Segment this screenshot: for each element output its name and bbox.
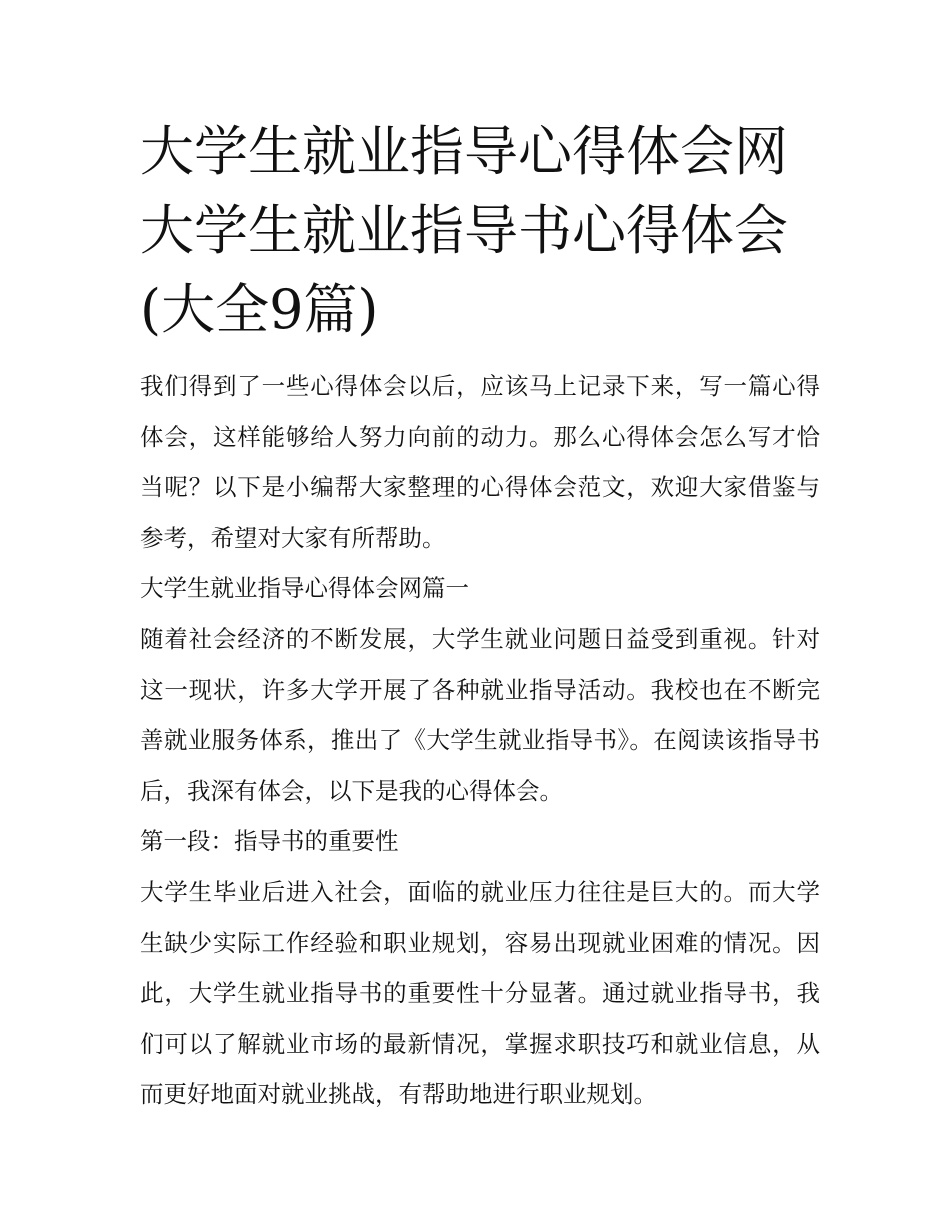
document-title: 大学生就业指导心得体会网 大学生就业指导书心得体会(大全9篇)	[140, 120, 788, 341]
intro-paragraph: 我们得到了一些心得体会以后，应该马上记录下来，写一篇心得体会，这样能够给人努力向前的动力。那么心得体会怎么写才恰当呢？以下是小编帮大家整理的心得体会范文，欢迎大家借鉴与参考，希望对大家有所帮助。	[140, 372, 820, 552]
document-body	[140, 361, 820, 1120]
sub-heading: 第一段：指导书的重要性	[140, 827, 399, 856]
document-content	[140, 112, 820, 1120]
section-heading: 大学生就业指导心得体会网篇一	[140, 574, 469, 603]
section-paragraph-2: 大学生毕业后进入社会，面临的就业压力往往是巨大的。而大学生缺少实际工作经验和职业规划，容易出现就业困难的情况。因此，大学生就业指导书的重要性十分显著。通过就业指导书，我们可以了解就业市场的最新情况，掌握求职技巧和就业信息，从而更好地面对就业挑战，有帮助地进行职业规划。	[140, 877, 820, 1109]
section-paragraph-1: 随着社会经济的不断发展，大学生就业问题日益受到重视。针对这一现状，许多大学开展了各种就业指导活动。我校也在不断完善就业服务体系，推出了《大学生就业指导书》。在阅读该指导书后，我深有体会，以下是我的心得体会。	[140, 624, 820, 805]
